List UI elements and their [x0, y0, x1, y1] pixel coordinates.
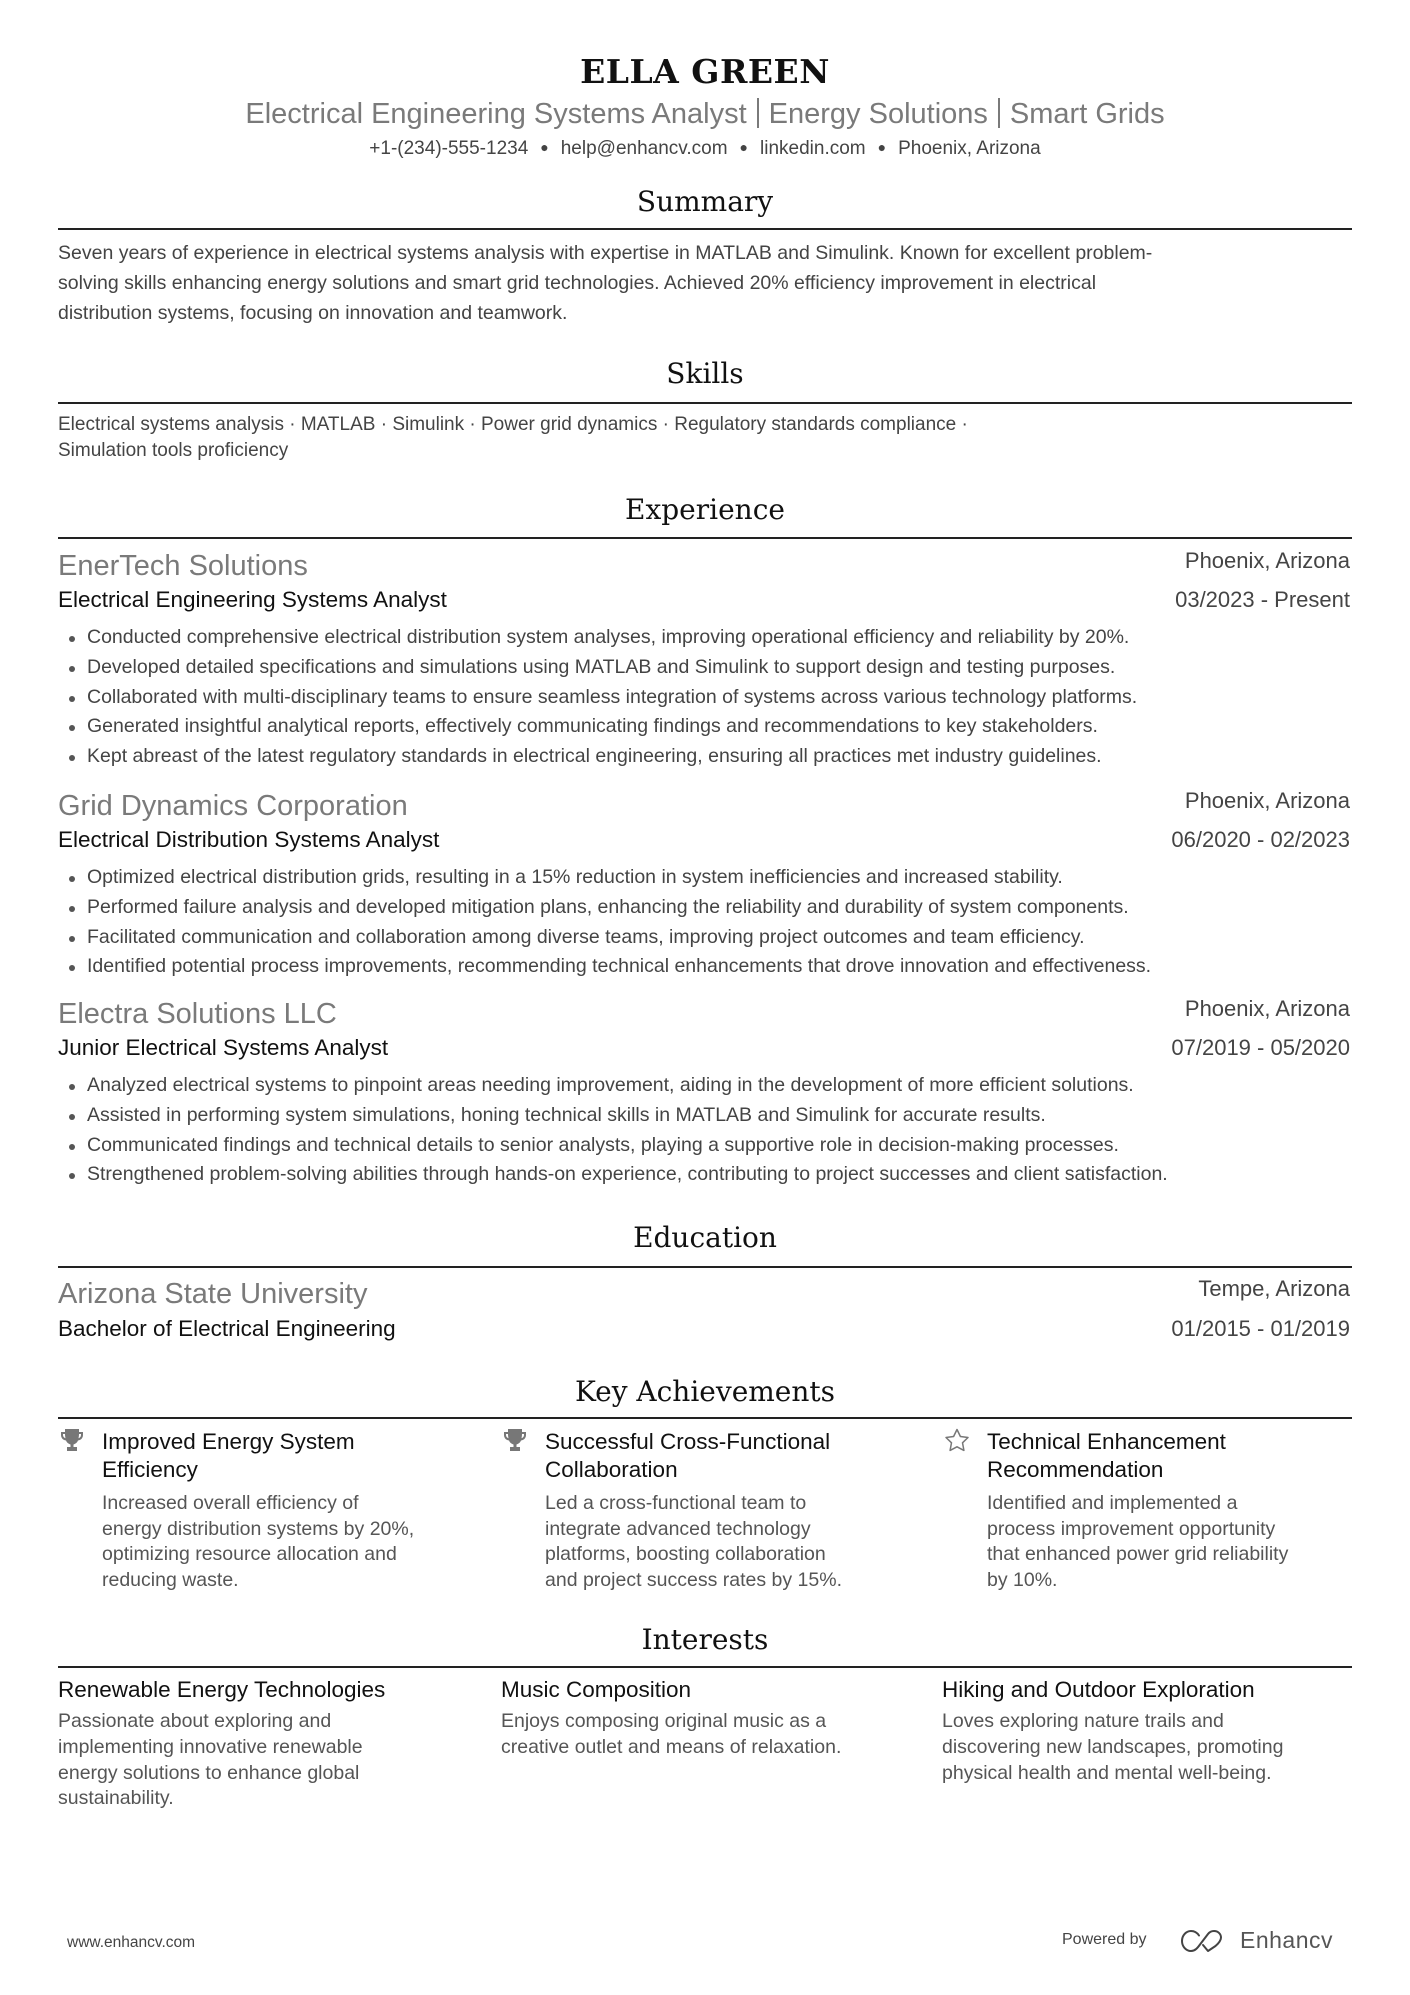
achievement-desc-line: by 10%. — [987, 1568, 1058, 1591]
job-bullets — [58, 623, 1352, 772]
achievement-item — [944, 1428, 1334, 1593]
achievement-description — [987, 1491, 1357, 1593]
section-divider — [58, 537, 1352, 539]
job-bullet: Conducted comprehensive electrical distribution system analyses, improving operational efficiency and reliability by 20%. — [58, 623, 1352, 653]
job-bullet: Performed failure analysis and developed mitigation plans, enhancing the reliability and durability of system components. — [58, 893, 1352, 923]
achievement-title — [545, 1428, 892, 1484]
section-heading-experience: Experience — [625, 493, 785, 526]
interest-title: Hiking and Outdoor Exploration — [942, 1677, 1255, 1702]
company-name: Grid Dynamics Corporation — [58, 790, 408, 822]
summary-line: Seven years of experience in electrical systems analysis with expertise in MATLAB and Simulink. Known for excellent problem- — [58, 242, 1153, 264]
contact-line — [0, 134, 1410, 162]
job-bullet: Analyzed electrical systems to pinpoint areas needing improvement, aiding in the development of more efficient solutions. — [58, 1071, 1352, 1101]
achievement-desc-line: process improvement opportunity — [987, 1517, 1276, 1540]
section-heading-education: Education — [633, 1221, 777, 1254]
achievement-desc-line: Identified and implemented a — [987, 1492, 1238, 1514]
achievement-title-line: Successful Cross-Functional — [545, 1429, 831, 1454]
job-bullets — [58, 863, 1352, 982]
phone: +1-(234)-555-1234 — [369, 138, 529, 159]
achievement-desc-line: reducing waste. — [102, 1568, 239, 1591]
summary-text — [58, 238, 1352, 328]
summary-line: distribution systems, focusing on innovation and teamwork. — [58, 302, 568, 324]
achievement-title — [987, 1428, 1334, 1484]
powered-by-label: Powered by — [1062, 1931, 1147, 1948]
bullet-separator: ● — [739, 139, 749, 155]
job-location: Phoenix, Arizona — [1184, 996, 1350, 1021]
summary-line: solving skills enhancing energy solutions and smart grid technologies. Achieved 20% efficiency improvement in electrical — [58, 272, 1097, 294]
interest-item — [942, 1675, 1362, 1786]
interest-description — [58, 1709, 458, 1812]
job-bullet: Identified potential process improvements, recommending technical enhancements that drove innovation and effectiveness. — [58, 952, 1352, 982]
achievement-desc-line: integrate advanced technology — [545, 1517, 811, 1540]
tagline-divider — [998, 98, 1000, 128]
company-name: EnerTech Solutions — [58, 550, 308, 582]
section-heading-skills: Skills — [666, 357, 744, 390]
section-divider — [58, 1266, 1352, 1268]
interest-desc-line: physical health and mental well-being. — [942, 1761, 1272, 1784]
section-heading-key-achievements: Key Achievements — [574, 1375, 836, 1408]
interest-desc-line: Loves exploring nature trails and — [942, 1710, 1224, 1732]
interest-desc-line: Passionate about exploring and — [58, 1710, 332, 1732]
section-heading-summary: Summary — [636, 185, 774, 218]
job-bullet: Communicated findings and technical details to senior analysts, playing a supportive role in decision-making processes. — [58, 1131, 1352, 1161]
achievement-desc-line: Led a cross-functional team to — [545, 1492, 807, 1514]
degree: Bachelor of Electrical Engineering — [58, 1316, 396, 1341]
interest-desc-line: energy solutions to enhance global — [58, 1761, 360, 1784]
interest-desc-line: discovering new landscapes, promoting — [942, 1735, 1284, 1758]
linkedin-link[interactable]: linkedin.com — [760, 138, 866, 159]
achievement-title — [102, 1428, 449, 1484]
job-bullet: Strengthened problem-solving abilities through hands-on experience, contributing to project successes and client satisfaction. — [58, 1160, 1352, 1190]
company-name: Electra Solutions LLC — [58, 998, 337, 1030]
achievement-description — [545, 1491, 915, 1593]
achievement-desc-line: that enhanced power grid reliability — [987, 1543, 1289, 1566]
enhancv-logo-icon — [1180, 1929, 1226, 1953]
section-divider — [58, 402, 1352, 404]
section-divider — [58, 228, 1352, 230]
job-title: Electrical Engineering Systems Analyst — [58, 587, 447, 612]
job-bullets — [58, 1071, 1352, 1190]
trophy-icon — [502, 1428, 528, 1452]
footer-website-link[interactable]: www.enhancv.com — [67, 1934, 196, 1951]
interest-desc-line: creative outlet and means of relaxation. — [501, 1735, 842, 1758]
interest-item — [501, 1675, 921, 1761]
job-bullet: Assisted in performing system simulations, honing technical skills in MATLAB and Simulink for accurate results. — [58, 1101, 1352, 1131]
section-divider — [58, 1666, 1352, 1668]
achievement-description — [102, 1491, 472, 1593]
star-icon — [944, 1428, 970, 1452]
section-heading-interests: Interests — [641, 1623, 769, 1656]
achievement-desc-line: Increased overall efficiency of — [102, 1492, 359, 1514]
achievement-item — [59, 1428, 449, 1593]
tagline-item: Energy Solutions — [768, 98, 988, 130]
tagline-divider — [757, 98, 759, 128]
achievement-desc-line: optimizing resource allocation and — [102, 1543, 397, 1566]
school-location: Tempe, Arizona — [1198, 1276, 1350, 1301]
achievement-title-line: Recommendation — [987, 1457, 1164, 1482]
job-dates: 03/2023 - Present — [1175, 587, 1350, 612]
achievement-title-line: Improved Energy System — [102, 1429, 355, 1454]
achievement-desc-line: platforms, boosting collaboration — [545, 1543, 826, 1566]
job-dates: 06/2020 - 02/2023 — [1171, 827, 1350, 852]
skills-line: Simulation tools proficiency — [58, 440, 289, 461]
interest-description — [942, 1709, 1342, 1786]
interest-description — [501, 1709, 901, 1761]
achievement-desc-line: energy distribution systems by 20%, — [102, 1517, 415, 1540]
education-dates: 01/2015 - 01/2019 — [1171, 1316, 1350, 1341]
job-location: Phoenix, Arizona — [1184, 788, 1350, 813]
job-bullet: Developed detailed specifications and simulations using MATLAB and Simulink to support design and testing purposes. — [58, 653, 1352, 683]
job-title: Junior Electrical Systems Analyst — [58, 1035, 389, 1060]
achievement-title-line: Collaboration — [545, 1457, 678, 1482]
job-bullet: Collaborated with multi-disciplinary teams to ensure seamless integration of systems across various technology platforms. — [58, 683, 1352, 713]
email-link[interactable]: help@enhancv.com — [560, 138, 728, 159]
tagline-item: Smart Grids — [1009, 98, 1165, 130]
achievement-desc-line: and project success rates by 15%. — [545, 1568, 842, 1591]
interest-title: Renewable Energy Technologies — [58, 1677, 386, 1702]
achievement-title-line: Efficiency — [102, 1457, 198, 1482]
interest-title: Music Composition — [501, 1677, 692, 1702]
job-bullet: Facilitated communication and collaboration among diverse teams, improving project outcomes and team efficiency. — [58, 923, 1352, 953]
interest-desc-line: Enjoys composing original music as a — [501, 1710, 827, 1732]
interest-desc-line: sustainability. — [58, 1787, 174, 1810]
enhancv-brand-link[interactable]: Enhancv — [1240, 1927, 1334, 1953]
job-title: Electrical Distribution Systems Analyst — [58, 827, 440, 852]
section-divider — [58, 1417, 1352, 1419]
achievement-item — [502, 1428, 892, 1593]
achievement-title-line: Technical Enhancement — [987, 1429, 1226, 1454]
tagline-item: Electrical Engineering Systems Analyst — [245, 98, 747, 130]
job-location: Phoenix, Arizona — [1184, 548, 1350, 573]
interest-desc-line: implementing innovative renewable — [58, 1735, 363, 1758]
job-bullet: Optimized electrical distribution grids, resulting in a 15% reduction in system inefficiencies and increased stability. — [58, 863, 1352, 893]
candidate-name: ELLA GREEN — [580, 52, 830, 91]
skills-line: Electrical systems analysis · MATLAB · Simulink · Power grid dynamics · Regulatory standards compliance · — [58, 414, 968, 435]
job-dates: 07/2019 - 05/2020 — [1171, 1035, 1350, 1060]
location: Phoenix, Arizona — [898, 138, 1041, 159]
bullet-separator: ● — [877, 139, 887, 155]
job-bullet: Kept abreast of the latest regulatory standards in electrical engineering, ensuring all practices met industry guidelines. — [58, 742, 1352, 772]
school-name: Arizona State University — [58, 1278, 368, 1310]
tagline — [0, 96, 1410, 132]
skills-list — [58, 412, 1218, 464]
job-bullet: Generated insightful analytical reports, effectively communicating findings and recommendations to key stakeholders. — [58, 712, 1352, 742]
interest-item — [58, 1675, 478, 1812]
bullet-separator: ● — [540, 139, 549, 155]
trophy-icon — [59, 1428, 85, 1452]
